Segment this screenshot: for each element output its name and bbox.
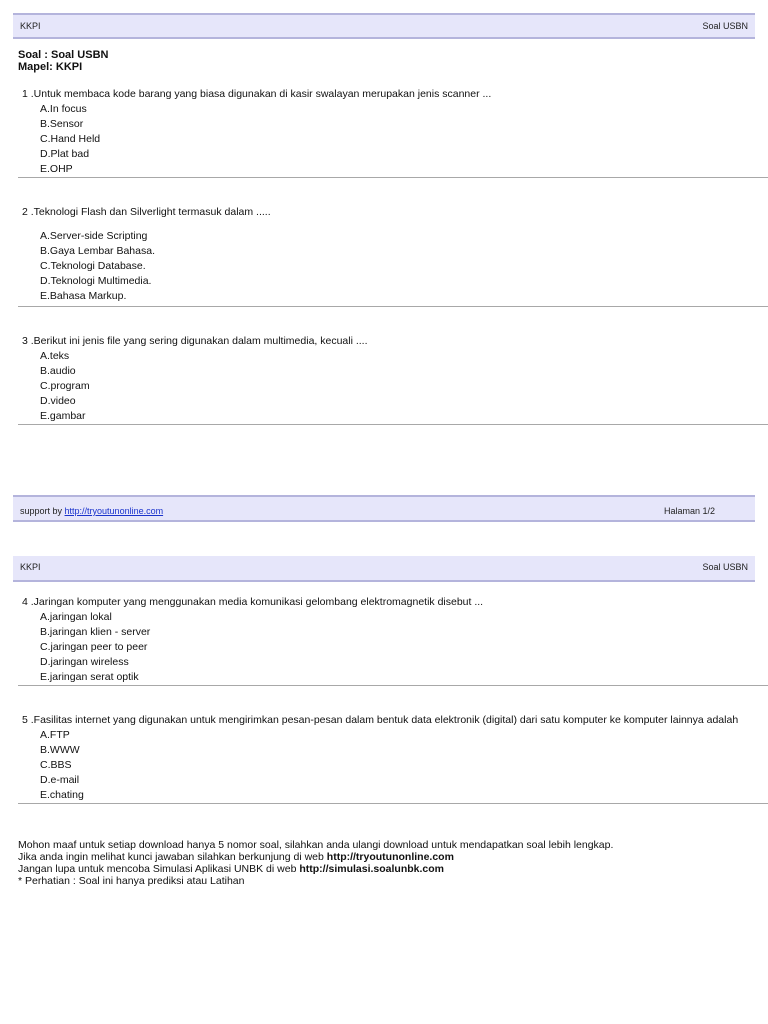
option-c: C.jaringan peer to peer — [40, 641, 148, 653]
question-stem: 3 .Berikut ini jenis file yang sering digunakan dalam multimedia, kecuali .... — [22, 335, 368, 347]
option-b: B.jaringan klien - server — [40, 626, 151, 638]
download-notes — [18, 839, 613, 887]
question-1 — [18, 87, 768, 177]
header-subject: KKPI — [20, 562, 41, 572]
option-d: D.Teknologi Multimedia. — [40, 275, 152, 287]
option-c: C.Teknologi Database. — [40, 260, 146, 272]
option-b: B.WWW — [40, 744, 80, 756]
question-divider — [18, 424, 768, 425]
option-b: B.audio — [40, 365, 76, 377]
option-c: C.program — [40, 380, 90, 392]
answer-options — [18, 102, 768, 177]
soal-title: Soal : Soal USBN — [18, 49, 109, 61]
question-stem: 1 .Untuk membaca kode barang yang biasa digunakan di kasir swalayan merupakan jenis scanner ... — [22, 88, 492, 100]
option-a: A.jaringan lokal — [40, 611, 112, 623]
option-d: D.Plat bad — [40, 148, 90, 160]
question-divider — [18, 177, 768, 178]
question-divider — [18, 803, 768, 804]
option-b: B.Sensor — [40, 118, 84, 130]
page-header — [13, 13, 755, 39]
header-exam: Soal USBN — [702, 562, 748, 572]
option-e: E.jaringan serat optik — [40, 671, 139, 683]
option-c: C.Hand Held — [40, 133, 101, 145]
answer-options — [18, 229, 768, 304]
page-number: Halaman 1/2 — [663, 506, 715, 516]
mapel-title: Mapel: KKPI — [18, 61, 83, 73]
question-stem: 4 .Jaringan komputer yang menggunakan media komunikasi gelombang elektromagnetik disebut ... — [22, 596, 484, 608]
simulation-link[interactable]: http://simulasi.soalunbk.com — [299, 863, 445, 875]
note-line-1: Mohon maaf untuk setiap download hanya 5 nomor soal, silahkan anda ulangi download untuk mendapatkan soal lebih lengkap. — [18, 839, 614, 851]
option-d: D.video — [40, 395, 76, 407]
option-e: E.OHP — [40, 163, 73, 175]
question-4 — [18, 595, 768, 685]
answer-options — [18, 349, 768, 424]
answer-options — [18, 728, 768, 803]
question-2 — [18, 205, 768, 304]
question-5 — [18, 713, 768, 803]
option-e: E.chating — [40, 789, 84, 801]
document-title — [18, 49, 108, 73]
option-d: D.jaringan wireless — [40, 656, 129, 668]
option-a: A.In focus — [40, 103, 87, 115]
question-stem: 2 .Teknologi Flash dan Silverlight termasuk dalam ..... — [22, 206, 271, 218]
option-e: E.Bahasa Markup. — [40, 290, 127, 302]
option-c: C.BBS — [40, 759, 72, 771]
question-3 — [18, 334, 768, 424]
support-link[interactable]: http://tryoutunonline.com — [64, 506, 164, 516]
option-a: A.teks — [40, 350, 70, 362]
note-line-2: Jika anda ingin melihat kunci jawaban silahkan berkunjung di web http://tryoutunonline.com — [18, 851, 454, 863]
support-label: support by — [20, 506, 65, 516]
answer-key-link[interactable]: http://tryoutunonline.com — [326, 851, 454, 863]
question-divider — [18, 306, 768, 307]
note-line-3: Jangan lupa untuk mencoba Simulasi Aplikasi UNBK di web http://simulasi.soalunbk.com — [18, 863, 445, 875]
answer-options — [18, 610, 768, 685]
option-d: D.e-mail — [40, 774, 80, 786]
option-e: E.gambar — [40, 410, 86, 422]
question-stem: 5 .Fasilitas internet yang digunakan untuk mengirimkan pesan-pesan dalam bentuk data elektronik (digital) dari satu komputer ke komputer lainnya adalah — [22, 714, 739, 726]
option-a: A.FTP — [40, 729, 70, 741]
header-exam: Soal USBN — [702, 21, 748, 31]
option-b: B.Gaya Lembar Bahasa. — [40, 245, 155, 257]
question-divider — [18, 685, 768, 686]
page-footer — [13, 495, 755, 522]
note-line-4: * Perhatian : Soal ini hanya prediksi atau Latihan — [18, 875, 245, 887]
header-subject: KKPI — [20, 21, 41, 31]
page-header — [13, 556, 755, 582]
option-a: A.Server-side Scripting — [40, 230, 148, 242]
